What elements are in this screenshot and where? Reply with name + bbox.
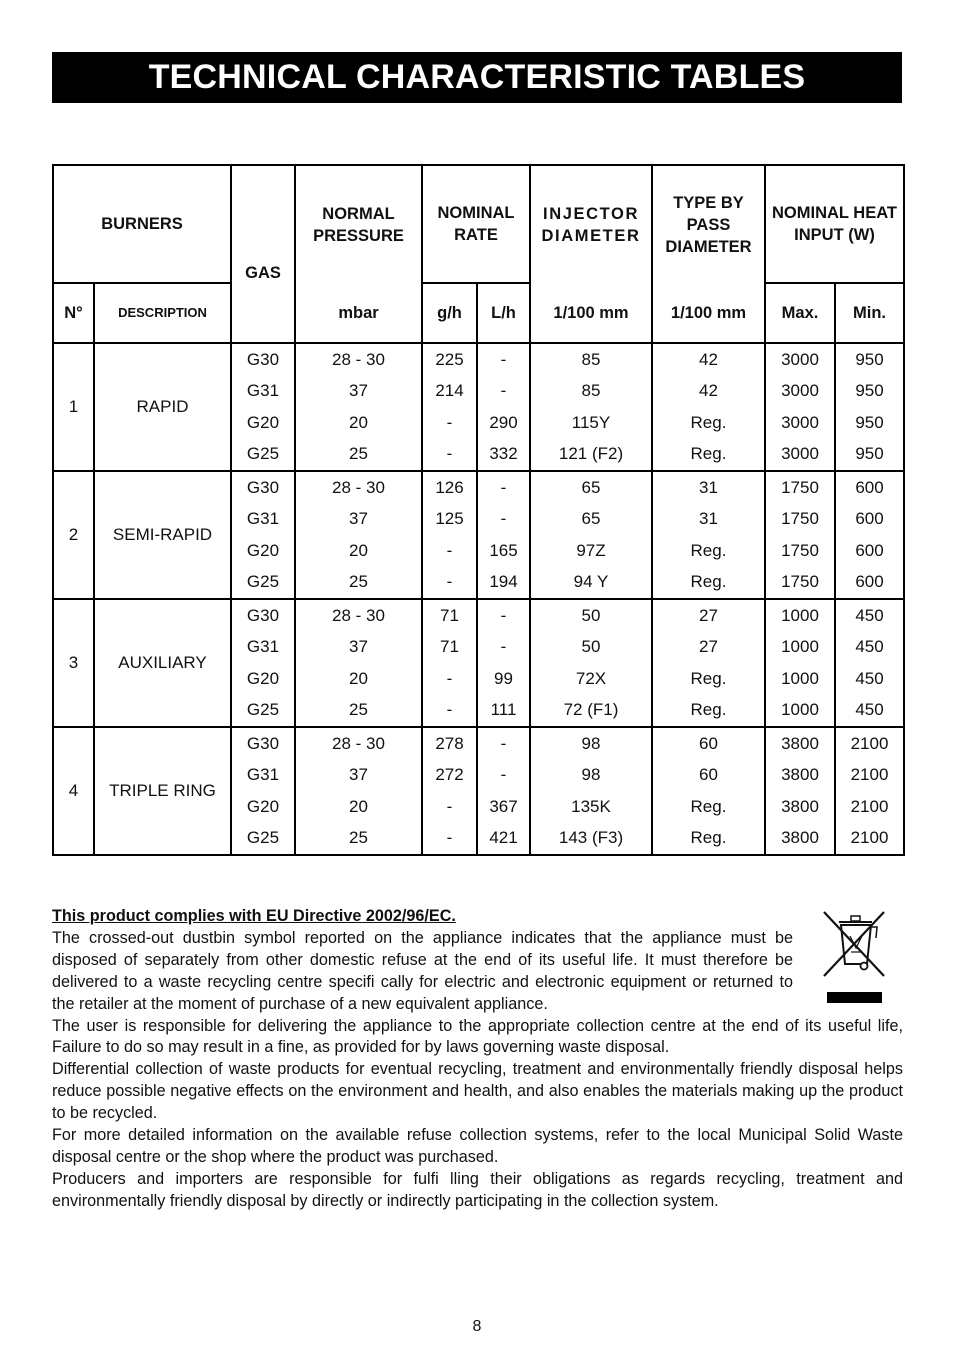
gas-cell: G31: [231, 760, 295, 792]
pressure-cell: 37: [295, 760, 422, 792]
min-cell: 600: [835, 535, 904, 567]
page-number: 8: [472, 1318, 482, 1335]
pressure-cell: 20: [295, 791, 422, 823]
pressure-cell: 28 - 30: [295, 599, 422, 632]
gh-cell: -: [422, 407, 477, 439]
lh-cell: 421: [477, 823, 530, 856]
notice-paragraph: The user is responsible for delivering the appliance to the appropriate collection centre at the end of its useful life, Failure to do so may result in a fine, as provided for by laws governing waste disposal.: [52, 1016, 903, 1057]
max-cell: 1750: [765, 471, 835, 504]
injector-cell: 50: [530, 599, 652, 632]
lh-cell: 194: [477, 567, 530, 600]
weee-notice: [52, 906, 903, 1213]
burner-number: 3: [53, 599, 94, 727]
gas-cell: G31: [231, 632, 295, 664]
pressure-cell: 20: [295, 663, 422, 695]
injector-cell: 143 (F3): [530, 823, 652, 856]
injector-cell: 94 Y: [530, 567, 652, 600]
header-min: Min.: [835, 283, 904, 343]
min-cell: 450: [835, 599, 904, 632]
bypass-cell: Reg.: [652, 663, 765, 695]
gas-cell: G25: [231, 439, 295, 472]
gh-cell: 278: [422, 727, 477, 760]
max-cell: 1000: [765, 663, 835, 695]
min-cell: 950: [835, 343, 904, 376]
table-row: [53, 599, 904, 632]
notice-paragraph: Differential collection of waste products for eventual recycling, treatment and environmentally friendly disposal helps reduce possible negative effects on the environment and health, and also enables the materials making up the product to be recycled.: [52, 1060, 903, 1123]
injector-cell: 50: [530, 632, 652, 664]
technical-characteristics-table: [52, 164, 905, 856]
gas-cell: G20: [231, 407, 295, 439]
header-description: DESCRIPTION: [94, 283, 231, 343]
injector-cell: 85: [530, 343, 652, 376]
pressure-cell: 28 - 30: [295, 343, 422, 376]
table-header: [53, 165, 904, 343]
lh-cell: -: [477, 599, 530, 632]
pressure-cell: 37: [295, 504, 422, 536]
header-injector-diameter: INJECTOR DIAMETER: [530, 165, 652, 283]
gas-cell: G30: [231, 727, 295, 760]
bypass-cell: 60: [652, 727, 765, 760]
injector-cell: 98: [530, 727, 652, 760]
pressure-cell: 37: [295, 376, 422, 408]
burner-group-triple-ring: [53, 727, 904, 855]
gas-cell: G31: [231, 504, 295, 536]
max-cell: 3800: [765, 760, 835, 792]
header-normal-pressure: NORMAL PRESSURE: [295, 165, 422, 283]
bypass-cell: Reg.: [652, 823, 765, 856]
pressure-cell: 20: [295, 407, 422, 439]
bypass-cell: Reg.: [652, 695, 765, 728]
burner-number: 2: [53, 471, 94, 599]
min-cell: 2100: [835, 727, 904, 760]
injector-cell: 135K: [530, 791, 652, 823]
min-cell: 450: [835, 695, 904, 728]
gas-cell: G25: [231, 695, 295, 728]
max-cell: 3000: [765, 343, 835, 376]
notice-title: This product complies with EU Directive 2002/96/EC.: [52, 907, 456, 925]
burner-group-auxiliary: [53, 599, 904, 727]
max-cell: 3000: [765, 376, 835, 408]
injector-cell: 97Z: [530, 535, 652, 567]
header-burners: BURNERS: [53, 165, 231, 283]
bypass-cell: 42: [652, 376, 765, 408]
min-cell: 450: [835, 632, 904, 664]
burner-group-rapid: [53, 343, 904, 471]
max-cell: 1750: [765, 567, 835, 600]
gas-cell: G25: [231, 567, 295, 600]
page-title: TECHNICAL CHARACTERISTIC TABLES: [52, 52, 902, 103]
lh-cell: 332: [477, 439, 530, 472]
max-cell: 1750: [765, 504, 835, 536]
header-bypass-unit: 1/100 mm: [652, 283, 765, 343]
pressure-cell: 37: [295, 632, 422, 664]
burner-number: 1: [53, 343, 94, 471]
pressure-cell: 25: [295, 823, 422, 856]
gas-cell: G30: [231, 471, 295, 504]
bypass-cell: 31: [652, 471, 765, 504]
header-heat-input: NOMINAL HEAT INPUT (W): [765, 165, 904, 283]
bypass-cell: 31: [652, 504, 765, 536]
burner-description: SEMI-RAPID: [94, 471, 231, 599]
gh-cell: -: [422, 823, 477, 856]
gas-cell: G20: [231, 535, 295, 567]
header-max: Max.: [765, 283, 835, 343]
max-cell: 1000: [765, 599, 835, 632]
gas-cell: G30: [231, 599, 295, 632]
min-cell: 2100: [835, 823, 904, 856]
injector-cell: 72X: [530, 663, 652, 695]
notice-paragraph: Producers and importers are responsible for fulfi lling their obligations as regards recycling, treatment and environmentally friendly disposal by directly or indirectly participating in the collection system.: [52, 1169, 903, 1210]
gh-cell: 71: [422, 599, 477, 632]
gh-cell: -: [422, 535, 477, 567]
bypass-cell: 42: [652, 343, 765, 376]
lh-cell: -: [477, 760, 530, 792]
min-cell: 2100: [835, 791, 904, 823]
gh-cell: 214: [422, 376, 477, 408]
min-cell: 600: [835, 567, 904, 600]
lh-cell: 165: [477, 535, 530, 567]
notice-paragraph: For more detailed information on the available refuse collection systems, refer to the local Municipal Solid Waste disposal centre or the shop where the product was purchased.: [52, 1126, 903, 1166]
gh-cell: -: [422, 663, 477, 695]
injector-cell: 121 (F2): [530, 439, 652, 472]
header-gas: [231, 165, 295, 343]
min-cell: 2100: [835, 760, 904, 792]
lh-cell: 290: [477, 407, 530, 439]
bypass-cell: Reg.: [652, 535, 765, 567]
gh-cell: 71: [422, 632, 477, 664]
header-gh: g/h: [422, 283, 477, 343]
gas-cell: G31: [231, 376, 295, 408]
injector-cell: 85: [530, 376, 652, 408]
notice-paragraph: The crossed-out dustbin symbol reported on the appliance indicates that the appliance must be disposed of separately from other domestic refuse at the end of its useful life. It must therefore be delivered to a waste recycling centre specifi cally for electric and electronic equipment or returned to the retailer at the moment of purchase of a new equivalent appliance.: [52, 928, 793, 1013]
bypass-cell: Reg.: [652, 439, 765, 472]
bypass-cell: 27: [652, 599, 765, 632]
gh-cell: -: [422, 695, 477, 728]
bypass-cell: 27: [652, 632, 765, 664]
header-injector-unit: 1/100 mm: [530, 283, 652, 343]
lh-cell: -: [477, 727, 530, 760]
bypass-cell: Reg.: [652, 407, 765, 439]
burner-group-semi-rapid: [53, 471, 904, 599]
min-cell: 450: [835, 663, 904, 695]
pressure-cell: 25: [295, 695, 422, 728]
min-cell: 950: [835, 439, 904, 472]
pressure-cell: 28 - 30: [295, 471, 422, 504]
max-cell: 1750: [765, 535, 835, 567]
gas-cell: G30: [231, 343, 295, 376]
burner-description: RAPID: [94, 343, 231, 471]
gh-cell: 272: [422, 760, 477, 792]
burner-description: TRIPLE RING: [94, 727, 231, 855]
max-cell: 1000: [765, 632, 835, 664]
max-cell: 3800: [765, 727, 835, 760]
pressure-cell: 20: [295, 535, 422, 567]
gas-cell: G20: [231, 663, 295, 695]
header-num: N°: [53, 283, 94, 343]
pressure-cell: 25: [295, 567, 422, 600]
header-bypass-diameter: TYPE BY PASS DIAMETER: [652, 165, 765, 283]
gh-cell: -: [422, 439, 477, 472]
injector-cell: 65: [530, 504, 652, 536]
min-cell: 600: [835, 504, 904, 536]
max-cell: 3000: [765, 407, 835, 439]
gas-cell: G20: [231, 791, 295, 823]
pressure-cell: 28 - 30: [295, 727, 422, 760]
gh-cell: 225: [422, 343, 477, 376]
header-nominal-rate: NOMINAL RATE: [422, 165, 530, 283]
gh-cell: -: [422, 791, 477, 823]
injector-cell: 115Y: [530, 407, 652, 439]
burner-description: AUXILIARY: [94, 599, 231, 727]
bypass-cell: 60: [652, 760, 765, 792]
burner-number: 4: [53, 727, 94, 855]
max-cell: 3000: [765, 439, 835, 472]
table-row: [53, 343, 904, 376]
min-cell: 950: [835, 376, 904, 408]
injector-cell: 65: [530, 471, 652, 504]
max-cell: 3800: [765, 823, 835, 856]
lh-cell: -: [477, 632, 530, 664]
table-row: [53, 727, 904, 760]
header-gas-label: GAS: [245, 264, 281, 282]
min-cell: 600: [835, 471, 904, 504]
lh-cell: 111: [477, 695, 530, 728]
table-row: [53, 471, 904, 504]
gh-cell: -: [422, 567, 477, 600]
max-cell: 1000: [765, 695, 835, 728]
min-cell: 950: [835, 407, 904, 439]
injector-cell: 72 (F1): [530, 695, 652, 728]
bypass-cell: Reg.: [652, 791, 765, 823]
lh-cell: -: [477, 376, 530, 408]
header-lh: L/h: [477, 283, 530, 343]
max-cell: 3800: [765, 791, 835, 823]
gh-cell: 126: [422, 471, 477, 504]
lh-cell: -: [477, 343, 530, 376]
gh-cell: 125: [422, 504, 477, 536]
lh-cell: 367: [477, 791, 530, 823]
lh-cell: -: [477, 471, 530, 504]
crossed-out-wheelie-bin-icon: [820, 908, 890, 1006]
lh-cell: -: [477, 504, 530, 536]
lh-cell: 99: [477, 663, 530, 695]
gas-cell: G25: [231, 823, 295, 856]
header-mbar: mbar: [295, 283, 422, 343]
bypass-cell: Reg.: [652, 567, 765, 600]
injector-cell: 98: [530, 760, 652, 792]
pressure-cell: 25: [295, 439, 422, 472]
